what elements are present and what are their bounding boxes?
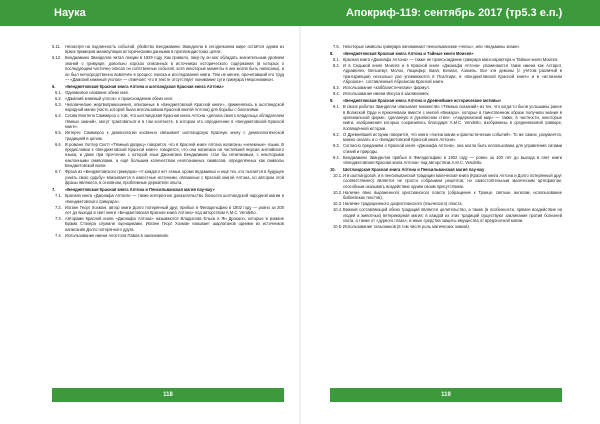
- list-item-text: Важной составляющей обеих традиций является целительство, а также (в особенности, прямое воздействие на людей и животных) ветеринарная магия; в каждой из этих традиций существуют заклинания против болезней скота, а также от «дурного глаза», и иные средства защиты имущества от вредоносной магии.: [343, 207, 562, 224]
- list-item-number: 6.3.: [55, 102, 62, 108]
- list-item-number: 6.4.: [55, 113, 62, 119]
- section-heading: [330, 51, 562, 56]
- list-item-text: Фраза из «Бенджетовского гримуара» «У каждого нет семьи, кроме ведьминых и ещё тех, кто пытается в будущее узнать свою судьбу» вписывается в известные источники, связанные с Красной книгой Аптона, но автором этой фразы являются, в основном, проблемные держатели опыта.: [65, 169, 284, 186]
- list-item: [330, 91, 562, 96]
- list-item: [330, 190, 562, 201]
- list-item-number: 10.3.: [333, 201, 343, 207]
- list-item-text: Согласно преданиям о Красной книге «Джонафа Аптона», она могла быть использована для управления силами стихий и природы.: [343, 143, 562, 154]
- list-item-number: 8.2.: [333, 63, 340, 68]
- list-item-number: 9.3.: [333, 143, 340, 149]
- list-item: [330, 155, 562, 166]
- list-item-text: Бенджамино Званделли прибыл в Филадельфию в 1902 году — ровно за 100 лет до выхода в свет книги «Бенджетовская Красная книга Аптона» под авторством A.M.C. Vendetto.: [343, 154, 562, 166]
- list-item: [330, 207, 562, 223]
- list-item-number: 9.2.: [333, 131, 340, 137]
- list-item: [52, 205, 284, 216]
- right-page-number: [330, 388, 562, 402]
- list-item: [330, 57, 562, 62]
- list-item: [330, 173, 562, 189]
- list-item-text: Наличие явно выраженного христианского пласта (обращение к Троице, святым, ангелам, использование библейских текстов).: [343, 189, 562, 201]
- list-item-number: 7.3.: [55, 215, 62, 221]
- list-item: [52, 233, 284, 238]
- list-item-number: 7.2.: [55, 204, 62, 210]
- list-item-number: 8.1.: [333, 57, 340, 62]
- list-item: [330, 85, 562, 90]
- left-page-body: [52, 44, 284, 374]
- list-item-number: 10.2.: [333, 189, 343, 195]
- list-item-number: 5.11.: [52, 44, 61, 49]
- list-item-text: Человеческие жертвоприношения, описанные в «Бенджетовской Красной книге», применялись в шотландской народной магии (часть которой была использована Красной книгой Аптона) для борьбы с болезнями.: [65, 102, 284, 113]
- list-item-number: 6.5.: [55, 130, 62, 136]
- list-item-text: В своих работах Званделли описывает множество «Тёмных сказаний» из тех, что когда-то были услышаны ранее в Волжской Орде и прикочевали вместе с книгой «Вемаро», которые в таинственном образе получили знания в оригинальной форме, сделанную в рукописном стиле. «Андернахский мир» — также, в частности, некоторые книги, изображения которых сохранились благодаря A.M.C. Vendetto, изображены в средневековой гравюре, посвящённой истории.: [343, 104, 562, 131]
- list-item-number: 9.1.: [333, 104, 340, 110]
- list-item-text: Авторами Красной книги «Джонафа Аптона» называются Владислав Ельха и Ян Дрокало, которые в романе Брама Стокера служили оценщиками. Иоганн Георг Хохман называет шарлатанов одними из источников написания Долго потерянного друга.: [65, 215, 284, 232]
- list-item-text: Некоторые символы гримуара напоминают пенсильванские «гексы», или «ведьмины знаки».: [343, 44, 521, 49]
- list-item-text: В романе Уолтер Скотт «Тёмный дворец» говорится, что в Красной книге Аптона написаны «неземные» языки. В предисловии к «Бенджетовской Красной книге» говорится, что она написана на частейшей версии английского языка, и даже при прочтении с которой язык Джонатана Бенджамино стал бы нечитаемым, с некоторыми наклонными символами, а ещё большим количеством неопознанных символов, определённых как символы Бенджетовской книги.: [65, 141, 284, 169]
- list-item-number: 10.1.: [333, 173, 343, 179]
- list-item: [52, 96, 284, 101]
- list-item-number: 6.6.: [55, 141, 62, 147]
- list-item-number: 10.4.: [333, 207, 343, 213]
- issue-title: Апокриф-119: сентябрь 2017 (тр5.3 е.п.): [346, 7, 563, 19]
- list-item-text: И в Седьмой книге Моисея и в Красной книге «Джонафа Аптона» упоминаются такие имена как Астарот, Адрамелех, Вельзевуг, Молох, Люцифер, Ваал, Белиал, Азазель. Все эти демоны (с учётом различий в транскрипции) несколько раз упоминаются в Псалтири, в «Бенджетовской Красной книге» и в «истинном Аброзисе», составленный Аброзисом Красной книги.: [343, 63, 562, 85]
- list-item-text: Наличие традиционного дохристианского (языческого) пласта.: [343, 201, 463, 207]
- list-item-number: 7.: [52, 187, 56, 193]
- list-item: [330, 63, 562, 85]
- list-item-number: 8.4.: [333, 91, 340, 97]
- list-item-number: 8.3.: [333, 85, 340, 91]
- list-item-text: Одинаковое название обеих книг.: [65, 90, 129, 96]
- list-item-text: Слова Монтегю Саммерса о том, что шотландская Красная книга Аптона «делала своего владельца обладателем тёмных знаний», могут трактоваться и в том контексте, в котором это определение в «Бенджетовской Красной книге».: [65, 113, 284, 130]
- page-header: [0, 0, 600, 26]
- list-item-number: 9.: [330, 98, 334, 104]
- section-heading: [330, 98, 562, 103]
- list-item-number: 6.2.: [55, 96, 62, 102]
- list-item-text: Использование имени Апостола Павла в заклинаниях.: [65, 232, 170, 238]
- list-item-number: 6.: [52, 84, 56, 90]
- list-item: [52, 169, 284, 185]
- list-item-text: И в шотландской, и в пенсильванской традиции магическая книга (Красная книга Аптона и Долго потерянный друг соответственно) является не просто собранием рецептов, но самостоятельным магическим артефактом, способным оказывать воздействие одним своим присутствием.: [343, 173, 562, 189]
- list-item: [52, 44, 284, 55]
- list-item: [52, 130, 284, 141]
- right-page-body: [330, 44, 562, 374]
- list-item-text: «Бенджетовская Красная книга Аптона и Тайные книги Моисея»: [343, 51, 474, 56]
- left-page-number-text: 118: [163, 392, 173, 398]
- section-heading: [52, 187, 284, 192]
- list-item: [330, 224, 562, 229]
- list-item-number: 10.: [330, 167, 336, 173]
- list-item: [330, 201, 562, 206]
- list-item-number: 8.: [330, 51, 334, 56]
- list-item: [330, 132, 562, 143]
- list-item-text: «Бенджетовская Красная книга Аптона и шотландская Красная книга Аптона»: [65, 84, 224, 90]
- list-item: [52, 102, 284, 113]
- list-item-number: 10.5.: [333, 224, 343, 230]
- list-item-text: «Дамский книжный уголок» о происхождении обеих книг.: [65, 96, 173, 102]
- list-item-text: Иоганн Георг Хохман, автор книги Долго потерянный друг, прибыл в Филадельфию в 1802 году — ровно за 200 лет до выхода в свет книги «Бенджетовская Красная книга Аптона» под авторством A.M.C. Vendetto.: [65, 204, 284, 215]
- list-item-text: Красная книга «Джонафа Аптона» — также не происхождение гримуара мага-характера и Тайные книги Моисея.: [343, 57, 559, 62]
- list-item: [330, 143, 562, 154]
- list-item-number: 7.5.: [333, 44, 340, 49]
- list-item-text: Использование тальсманов (в том числе роль магических знаков).: [343, 224, 470, 230]
- list-item: [52, 193, 284, 204]
- list-item: [52, 55, 284, 82]
- list-item-text: Шотландская Красная книга Аптона и Пенсильванская магия пау-вау: [343, 167, 485, 173]
- section-title: Наука: [54, 7, 86, 19]
- list-item-number: 7.4.: [55, 232, 62, 238]
- list-item: [52, 90, 284, 95]
- list-item: [52, 216, 284, 232]
- left-page-number: [52, 388, 284, 402]
- list-item: [52, 113, 284, 129]
- list-item-number: 6.7.: [55, 169, 62, 175]
- list-item-number: 7.1.: [55, 193, 62, 199]
- list-item-text: Интерес Саммерса к демонологии косвенно связывает шотландскую Красную книгу с демонологической традицией в целом.: [65, 130, 284, 141]
- list-item-number: 6.1.: [55, 90, 62, 96]
- list-item-text: «Бенджетовская Красная книга Аптона и Пенсильванская магия пау-вау»: [65, 187, 215, 193]
- list-item-text: Использование «каббалистических» формул.: [343, 85, 430, 91]
- list-item-text: Красная книга «Джонафа Аптона» — также интересное доказательство близости шотландской народной магии и «Бенджетовского гримуара».: [65, 193, 284, 204]
- right-page-number-text: 119: [441, 392, 451, 398]
- section-heading: [52, 84, 284, 89]
- list-item: [330, 44, 562, 49]
- list-item: [330, 104, 562, 131]
- list-item-text: Использование имени Иисуса в заклинаниях.: [343, 91, 430, 97]
- list-item-text: Несмотря на подлинность событий, убийство Бенджамино Званделли в сегодняшнем мире остаётся одним из ярких примеров манипуляции историческими данными в пропагандистских целях.: [65, 44, 284, 55]
- list-item-text: Бенджамино Званделли читал лекции в 1929 году. Как правило, пику-пу он мог обладать значительным уровнем знаний о гримуаре, довольно хорошо описанных в источниках исторического содержания (в которых о последующем частично описал он собственные события, хотя некоторые моменты в них могли быть написаны), и он был непосредственно вовлечён в процесс поиска и исследования книги. Тем не менее, прочитавший его труд — «Дамский книжный уголок» — отмечает, что в тексте отсутствует понимание сути гримуара Некрономикон.: [65, 55, 284, 83]
- list-item-number: 9.4.: [333, 154, 340, 160]
- list-item-text: «Бенджетовская Красная книга Аптона и Древнейшие исторические мотивы»: [343, 98, 502, 104]
- list-item: [52, 142, 284, 169]
- list-item-number: 5.12.: [52, 55, 62, 61]
- page-fold: [299, 26, 301, 424]
- section-heading: [330, 167, 562, 172]
- list-item-text: О Древнейшей истории говорится, что книга «полна магии и фантастических событий». То же самое, разумеется, можно сказать и о «Бенджетовской Красной книге Аптона».: [343, 131, 562, 143]
